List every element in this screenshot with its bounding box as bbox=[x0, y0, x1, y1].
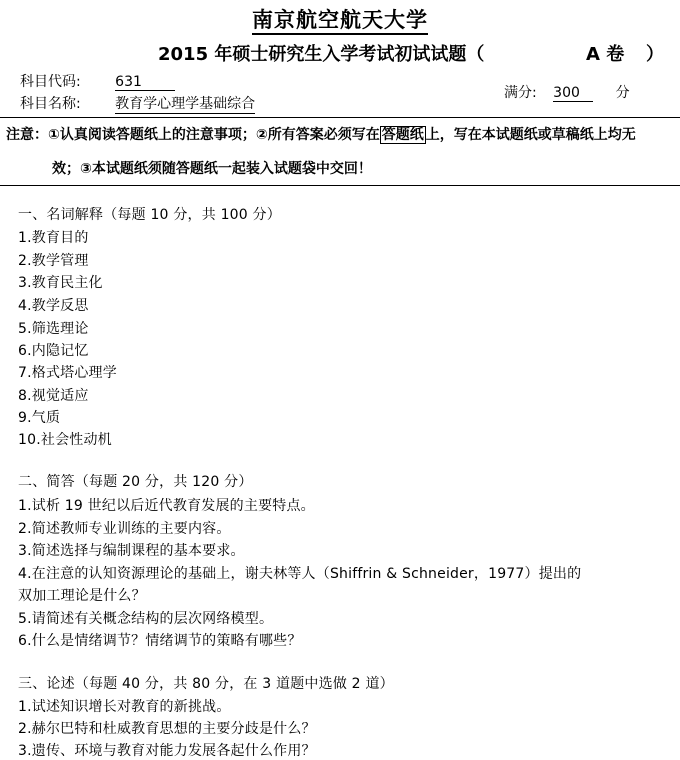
section-heading: 三、论述（每题 40 分，共 80 分，在 3 道题中选做 2 道） bbox=[18, 676, 394, 692]
list-item: 8.视觉适应 bbox=[18, 388, 89, 404]
list-item: 2.教学管理 bbox=[18, 253, 89, 269]
list-item: 6.内隐记忆 bbox=[18, 343, 89, 359]
rule-top bbox=[0, 117, 680, 118]
list-item: 4.在注意的认知资源理论的基础上，谢夫林等人（Shiffrin & Schneider，1977）提出的 bbox=[18, 566, 582, 582]
list-item: 10.社会性动机 bbox=[18, 432, 112, 448]
university-name: 南京航空航天大学 bbox=[252, 8, 428, 35]
paper-label: A 卷 bbox=[586, 44, 625, 65]
subject-name-value: 教育学心理学基础综合 bbox=[115, 93, 255, 114]
list-item: 9.气质 bbox=[18, 410, 61, 426]
list-item: 2.赫尔巴特和杜威教育思想的主要分歧是什么？ bbox=[18, 721, 316, 737]
notice-line-1 bbox=[6, 124, 636, 144]
notice-text-1b: 上，写在本试题纸或草稿纸上均无 bbox=[425, 127, 636, 143]
full-score-value: 300 bbox=[553, 85, 593, 102]
list-item: 7.格式塔心理学 bbox=[18, 365, 117, 381]
list-item: 3.遗传、环境与教育对能力发展各起什么作用？ bbox=[18, 743, 316, 759]
list-item: 双加工理论是什么？ bbox=[18, 588, 146, 604]
notice-text-1a: ①认真阅读答题纸上的注意事项；②所有答案必须写在 bbox=[48, 127, 380, 143]
subject-name-row bbox=[20, 93, 255, 114]
exam-title-text: 2015 年硕士研究生入学考试初试试题（ bbox=[158, 44, 485, 65]
list-item: 2.简述教师专业训练的主要内容。 bbox=[18, 521, 231, 537]
notice-text-2: 效；③本试题纸须随答题纸一起装入试题袋中交回！ bbox=[52, 161, 372, 177]
section-heading: 二、简答（每题 20 分，共 120 分） bbox=[18, 474, 253, 490]
subject-code-value: 631 bbox=[115, 74, 175, 91]
list-item: 1.试述知识增长对教育的新挑战。 bbox=[18, 699, 231, 715]
list-item: 4.教学反思 bbox=[18, 298, 89, 314]
list-item: 5.筛选理论 bbox=[18, 321, 89, 337]
notice-line-2 bbox=[52, 158, 372, 178]
list-item: 3.简述选择与编制课程的基本要求。 bbox=[18, 543, 245, 559]
section-heading: 一、名词解释（每题 10 分，共 100 分） bbox=[18, 207, 281, 223]
answer-sheet-boxed: 答题纸 bbox=[381, 127, 424, 143]
full-score-unit: 分 bbox=[615, 85, 630, 101]
university-title bbox=[0, 4, 680, 34]
list-item: 5.请简述有关概念结构的层次网络模型。 bbox=[18, 611, 274, 627]
subject-code-row bbox=[20, 71, 175, 91]
full-score-label: 满分: bbox=[504, 85, 537, 101]
subject-name-label: 科目名称: bbox=[20, 96, 81, 112]
list-item: 1.试析 19 世纪以后近代教育发展的主要特点。 bbox=[18, 498, 315, 514]
rule-bottom bbox=[0, 185, 680, 186]
full-score-row bbox=[504, 82, 630, 102]
notice-prefix: 注意： bbox=[6, 127, 48, 143]
list-item: 1.教育目的 bbox=[18, 230, 89, 246]
list-item: 3.教育民主化 bbox=[18, 275, 103, 291]
subject-code-label: 科目代码: bbox=[20, 74, 81, 90]
list-item: 6.什么是情绪调节？情绪调节的策略有哪些？ bbox=[18, 633, 302, 649]
exam-title-close: ） bbox=[646, 44, 664, 65]
